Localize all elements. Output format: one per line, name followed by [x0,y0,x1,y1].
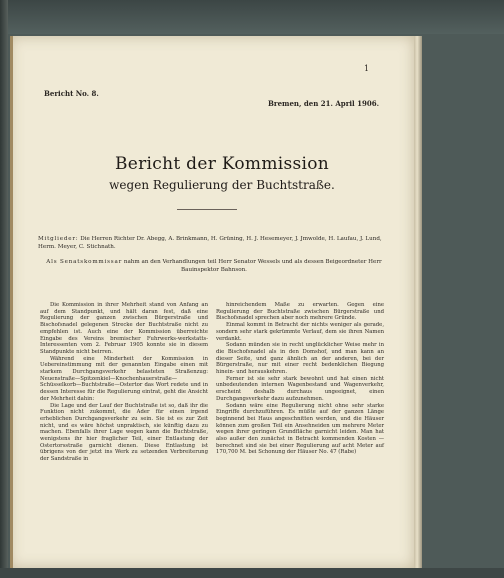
paragraph: hinreichendem Maße zu erwarten. Gegen eine Regulierung der Buchtstraße zwischen Bürgerstraße und Bischofsnadel sprechen aber noch mehrere Gründe. [216,302,384,322]
page-spine [10,36,13,568]
page-title: Bericht der Kommission [114,154,330,174]
binding-left [0,0,8,578]
paragraph: Die Kommission in ihrer Mehrheit stand von Anfang an auf dem Standpunkt, und hält daran fest, daß eine Regulierung der ganzen zwischen Bürgerstraße und Bischofsnadel gelegenen Strecke der Buchtstraße nicht zu empfehlen ist. Auch eine der Kommission überreichte Eingabe des Vereins bremischer Fuhrwerks-werkstatts-Interessenten vom 2. Februar 1905 konnte sie in diesem Standpunkte nicht beirren. [40,302,208,355]
paragraph: Einmal kommt in Betracht der nichts weniger als gerade, sondern sehr stark gekrümmte Verlauf, dem sie ihren Namen verdankt. [216,322,384,342]
report-number: Bericht No. 8. [44,89,99,98]
binding-top [0,0,504,34]
page-subtitle: wegen Regulierung der Buchtstraße. [109,178,335,192]
paragraph: Ferner ist sie sehr stark bewohnt und hat einen nicht unbedeutenden internen Wagenbestand und Wagenverkehr, erscheint deshalb durchaus ungeeignet, einen Durchgangsverkehr dazu aufzunehmen. [216,375,384,402]
bottom-strip [0,568,504,578]
members-names: Die Herren Richter Dr. Abegg, A. Brinkmann, H. Grüning, H. J. Hesemeyer, J. Jmwolde, H. Laufau, J. Lund, Herm. Meyer, C. Stichnath. [38,236,382,250]
members-label: Mitglieder: [38,236,79,242]
paragraph: Sodann münden sie in recht unglücklicher Weise mehr in die Bischofsnadel als in den Domshof, und man kann an dieser Seite, und ganz ähnlich an der anderen, bei der Bürgerstraße, nur mit einer recht bedenklichen Biegung hinein- und herauskehren. [216,342,384,376]
place-date: Bremen, den 21. April 1906. [268,99,380,108]
paragraph: Die Lage und der Lauf der Buchtstraße ist so, daß ihr die Funktion nicht zukommt, die Ader für einen irgend erheblichen Durchgangsverkehr zu sein. Sie ist es zur Zeit nicht, und es wäre höchst unpraktisch, sie künftig dazu zu machen. Ebenfalls ihrer Lage wegen kann die Buchtstraße, wenigstens ihr hier fraglicher Teil, einer Entlastung der Ostertorsstraße garnicht dienen. Diese Entlastung ist übrigens von der jetzt ins Werk zu setzenden Verbreiterung der Sandstraße in [40,402,208,463]
title-divider [177,209,237,210]
paragraph: Während eine Minderheit der Kommission in Uebereinstimmung mit der genannten Eingabe einen mit starkem Durchgangsverkehr belasteten Straßenzug: Neuenstraße—Spitzenkiel—Knochenhauerstraße—Schüsselkorb—Buchtstraße—Ostertor das Wort redete und in dessen Interesse für die Regulierung eintrat, geht die Ansicht der Mehrheit dahin: [40,355,208,402]
senate-text: nahm an den Verhandlungen teil Herr Senator Wessels und als dessen Beigeordneter Herr Bauinspektor Bahnson. [123,259,382,273]
members-line [38,235,388,251]
page-edge [414,36,422,568]
body-column-left [40,302,208,463]
paragraph: Sodann wäre eine Regulierung nicht ohne sehr starke Eingriffe durchzuführen. Es müßte auf der ganzen Länge beginnend bei Haus angeschnitten werden, und die Häuser können zum großen Teil ein Ansehneiden um mehrere Meter wegen ihrer geringen Grundfläche garnicht leiden. Man hat also außer den zunächst in Betracht kommenden Kosten — berechnet sind sie bei einer Regulierung auf acht Meter auf 170,700 M. bei Schonung der Häuser No. 47 (Rabe) [216,402,384,456]
page-number: 1 [364,64,370,73]
body-column-right [216,302,384,456]
senate-commissioner-line [44,258,384,274]
senate-label: Als Senatskommissar [46,259,123,265]
